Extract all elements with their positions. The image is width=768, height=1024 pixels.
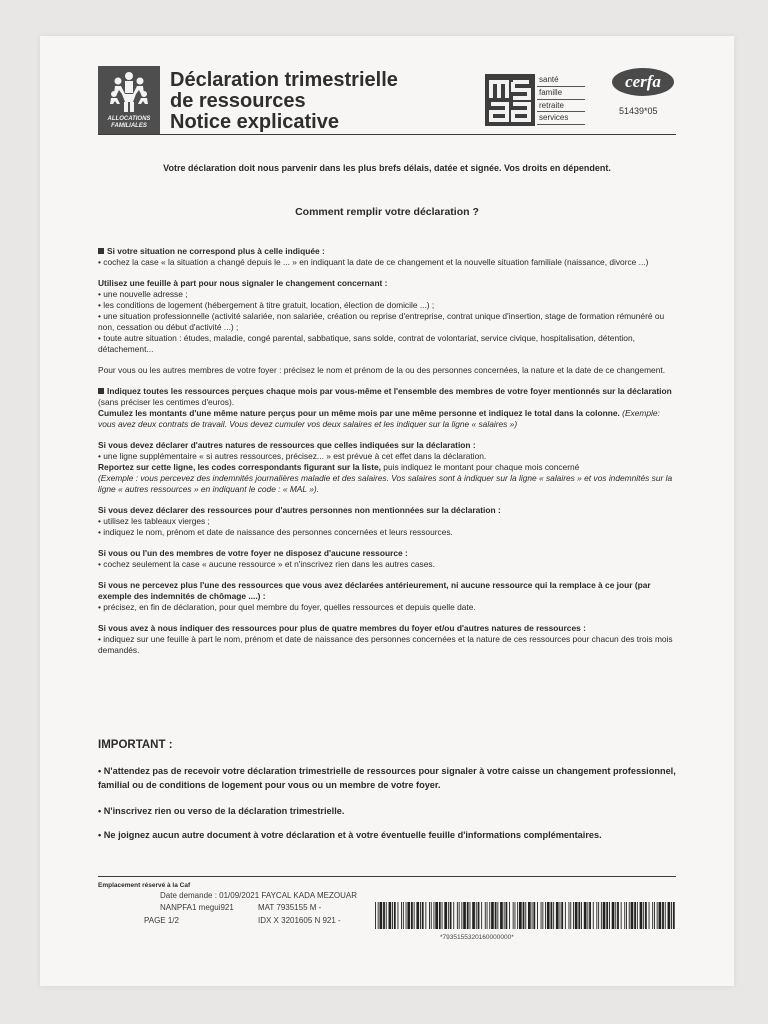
barcode-bar [439,902,441,929]
header-divider [98,134,676,135]
barcode-bar [523,902,525,929]
barcode-bar [533,902,535,929]
barcode-bar [472,902,475,929]
barcode-bar [609,902,610,929]
section-resources: Indiquez toutes les ressources perçues chaque mois par vous-même et l'ensemble des membres de votre foyer mentionnés sur la déclaration (sans préciser les centimes d'euros). Cumulez les montants d'une même nature perçus pour un même mois par une même personne et indiquez le total dans la colonne. (Exemple: vous avez deux contrats de travail. Vous devez cumuler vos deux salaires et les indiquer sur la ligne « salaires ») [98,386,672,429]
barcode-bar [500,902,503,929]
barcode-bar [541,902,542,929]
barcode-bar [478,902,480,929]
title-line-1: Déclaration trimestrielle [170,69,398,91]
barcode-bar [491,902,494,929]
barcode-bar [659,902,662,929]
section-no-resource: Si vous ou l'un des membres de votre foyer ne disposez d'aucune ressource : • cochez seulement la case « aucune ressource » et n'inscrivez rien dans les autres cases. [98,548,435,569]
barcode-bar [545,902,546,929]
barcode-bar [506,902,508,929]
instructions-body [98,246,678,666]
barcode-bar [560,902,561,929]
important-point-3: • Ne joignez aucun autre document à votre déclaration et à votre éventuelle feuille d'informations complémentaires. [98,830,602,840]
barcode-bar [665,902,666,929]
barcode-bar [431,902,432,929]
title-line-3: Notice explicative [170,111,339,133]
barcode-bar [547,902,550,929]
barcode-bar [467,902,469,929]
barcode-bar [398,902,399,929]
msa-service-item: famille [537,87,585,100]
barcode-bar [626,902,627,929]
barcode-bar [621,902,622,929]
section-household: Pour vous ou les autres membres de votre foyer : précisez le nom et prénom de la ou des personnes concernées, la nature et la date de ce changement. [98,365,666,375]
barcode-bar [463,902,466,929]
barcode-bar [495,902,497,929]
caf-logo [98,66,160,134]
msa-service-item: retraite [537,100,585,113]
barcode-bar [565,902,566,929]
barcode-bar [537,902,538,929]
barcode-bar [532,902,533,929]
msa-service-item: santé [537,74,585,87]
section-changes: Utilisez une feuille à part pour nous signaler le changement concernant : • une nouvelle adresse ; • les conditions de logement (hébergement à titre gratuit, location, élection de domicile ...) ; • une situation professionnelle (activité salariée, non salariée, création ou reprise d'entreprise, contrat unique d'insertion, stage de formation rémunéré ou non, cessation ou début d'activité ...) ; • toute autre situation : études, maladie, congé parental, sabbatique, sans solde, contrat de volontariat, service civique, hospitalisation, détention, détachement... [98,278,665,354]
barcode-bar [422,902,424,929]
barcode-bar [515,902,516,929]
barcode-bar [434,902,435,929]
barcode-bar [657,902,658,929]
notice-page [40,36,734,986]
barcode-bar [553,902,554,929]
msa-service-item: services [537,112,585,125]
barcode-bar [380,902,383,929]
barcode-bar [414,902,415,929]
barcode-bar [573,902,574,929]
barcode-bar [615,902,616,929]
barcode-bar [654,902,655,929]
barcode-bar [411,902,413,929]
barcode-bar [624,902,625,929]
barcode-bar [476,902,477,929]
barcode-bar [389,902,392,929]
barcode-bar [407,902,410,929]
barcode-bar [525,902,526,929]
barcode-bar [459,902,460,929]
barcode-bar [383,902,385,929]
intro-notice: Votre déclaration doit nous parvenir dans les plus brefs délais, datée et signée. Vos droits en dépendent. [163,163,611,173]
barcode-bar [401,902,402,929]
barcode-bar [394,902,396,929]
caf-reserved-label: Emplacement réservé à la Caf [98,882,191,889]
important-title: IMPORTANT : [98,739,173,751]
barcode [375,902,675,929]
barcode-bar [673,902,675,929]
square-bullet-icon [98,388,104,394]
caf-logo-line2: FAMILIALES [111,123,147,129]
cerfa-number: 51439*05 [619,106,658,116]
barcode-bar [603,902,606,929]
barcode-bar [652,902,653,929]
barcode-bar [457,902,458,929]
msa-letters-icon [485,74,535,126]
barcode-bar [509,902,510,929]
section-other-persons: Si vous devez déclarer des ressources pour d'autres personnes non mentionnées sur la déclaration : • utilisez les tableaux vierges ; • indiquez le nom, prénom et date de naissance des personnes concernées et leurs ressources. [98,505,501,537]
caf-logo-line1: ALLOCATIONS [107,116,151,122]
barcode-bar [403,902,404,929]
barcode-bar [584,902,587,929]
barcode-bar [517,902,518,929]
barcode-bar [528,902,531,929]
barcode-bar [578,902,580,929]
barcode-bar [416,902,419,929]
barcode-bar [606,902,608,929]
barcode-bar [444,902,447,929]
title-line-2: de ressources [170,90,306,112]
barcode-bar [461,902,462,929]
barcode-bar [561,902,563,929]
barcode-bar [581,902,582,929]
agent-code: NANPFA1 megui921 [160,903,234,912]
barcode-bar [485,902,486,929]
barcode-bar [612,902,615,929]
barcode-bar [542,902,543,929]
barcode-number: *7935155320160000000* [440,934,514,941]
barcode-bar [598,902,599,929]
barcode-bar [556,902,559,929]
barcode-bar [631,902,634,929]
page-number: PAGE 1/2 [144,916,179,925]
barcode-bar [442,902,443,929]
barcode-bar [470,902,471,929]
section-other-resources: Si vous devez déclarer d'autres natures de ressources que celles indiquées sur la déclaration : • une ligne supplémentaire « si autres ressources, précisez... » est prévue à cet effet dans la déclaration. Reportez sur cette ligne, les codes correspondants figurant sur la liste, puis indiquez le montant pour chaque mois concerné (Exemple : vous percevez des indemnités journalières maladie et des salaires. Vos salaires sont à indiquer sur la ligne « salaires » et vos indemnités sur la ligne « autres ressources » en indiquant le code : « MAL »). [98,440,673,494]
barcode-bar [640,902,643,929]
barcode-bar [569,902,570,929]
barcode-bar [429,902,430,929]
section-situation: Si votre situation ne correspond plus à celle indiquée : • cochez la case « la situation a changé depuis le ... » en indiquant la date de ce changement et la nouvelle situation familiale (naissance, divorce ...) [98,246,649,267]
important-point-1: • N'attendez pas de recevoir votre déclaration trimestrielle de ressources pour signaler à votre caisse un changement professionnel, familial ou de conditions de logement pour vous ou un membre de votre foyer. [98,766,676,790]
barcode-bar [587,902,588,929]
barcode-bar [668,902,671,929]
barcode-bar [375,902,376,929]
barcode-bar [643,902,644,929]
barcode-bar [593,902,594,929]
barcode-bar [386,902,387,929]
barcode-bar [448,902,449,929]
cerfa-logo: cerfa [612,68,674,96]
barcode-bar [504,902,505,929]
section-heading: Comment remplir votre déclaration ? [295,206,479,218]
caf-family-icon [106,70,152,114]
barcode-bar [487,902,488,929]
barcode-bar [671,902,672,929]
barcode-bar [497,902,498,929]
barcode-bar [634,902,636,929]
barcode-bar [645,902,647,929]
barcode-bar [629,902,630,929]
barcode-bar [519,902,522,929]
idx-number: IDX X 3201605 N 921 - [258,916,341,925]
barcode-bar [649,902,650,929]
important-point-2: • N'inscrivez rien ou verso de la déclaration trimestrielle. [98,806,345,816]
barcode-bar [589,902,591,929]
document-title [170,70,398,133]
barcode-bar [570,902,571,929]
mat-number: MAT 7935155 M - [258,903,322,912]
barcode-bar [453,902,454,929]
section-stopped-resource: Si vous ne percevez plus l'une des ressources que vous avez déclarées antérieurement, ni aucune ressource qui la remplace à ce jour (par exemple des indemnités de chômage ....) : • précisez, en fin de déclaration, pour quel membre du foyer, quelles ressources et depuis quelle date. [98,580,651,612]
barcode-bar [425,902,426,929]
barcode-bar [513,902,514,929]
barcode-bar [392,902,393,929]
msa-logo [485,74,535,126]
barcode-bar [406,902,407,929]
barcode-bar [662,902,664,929]
barcode-bar [450,902,452,929]
barcode-bar [435,902,438,929]
msa-services-list [537,74,585,125]
barcode-bar [378,902,379,929]
barcode-bar [575,902,578,929]
barcode-bar [617,902,619,929]
barcode-bar [481,902,482,929]
barcode-bar [489,902,490,929]
barcode-bar [551,902,553,929]
barcode-bar [596,902,597,929]
barcode-bar [637,902,638,929]
section-more-members: Si vous avez à nous indiquer des ressources pour plus de quatre membres du foyer et/ou d'autres natures de ressources : • indiquez sur une feuille à part le nom, prénom et date de naissance des personnes concernées et la nature de ces ressources pour chacun des trois mois demandés. [98,623,673,655]
barcode-bar [601,902,602,929]
request-date: Date demande : 01/09/2021 FAYCAL KADA MEZOUAR [160,891,357,900]
square-bullet-icon [98,248,104,254]
footer-divider [98,876,676,877]
barcode-bar [420,902,421,929]
